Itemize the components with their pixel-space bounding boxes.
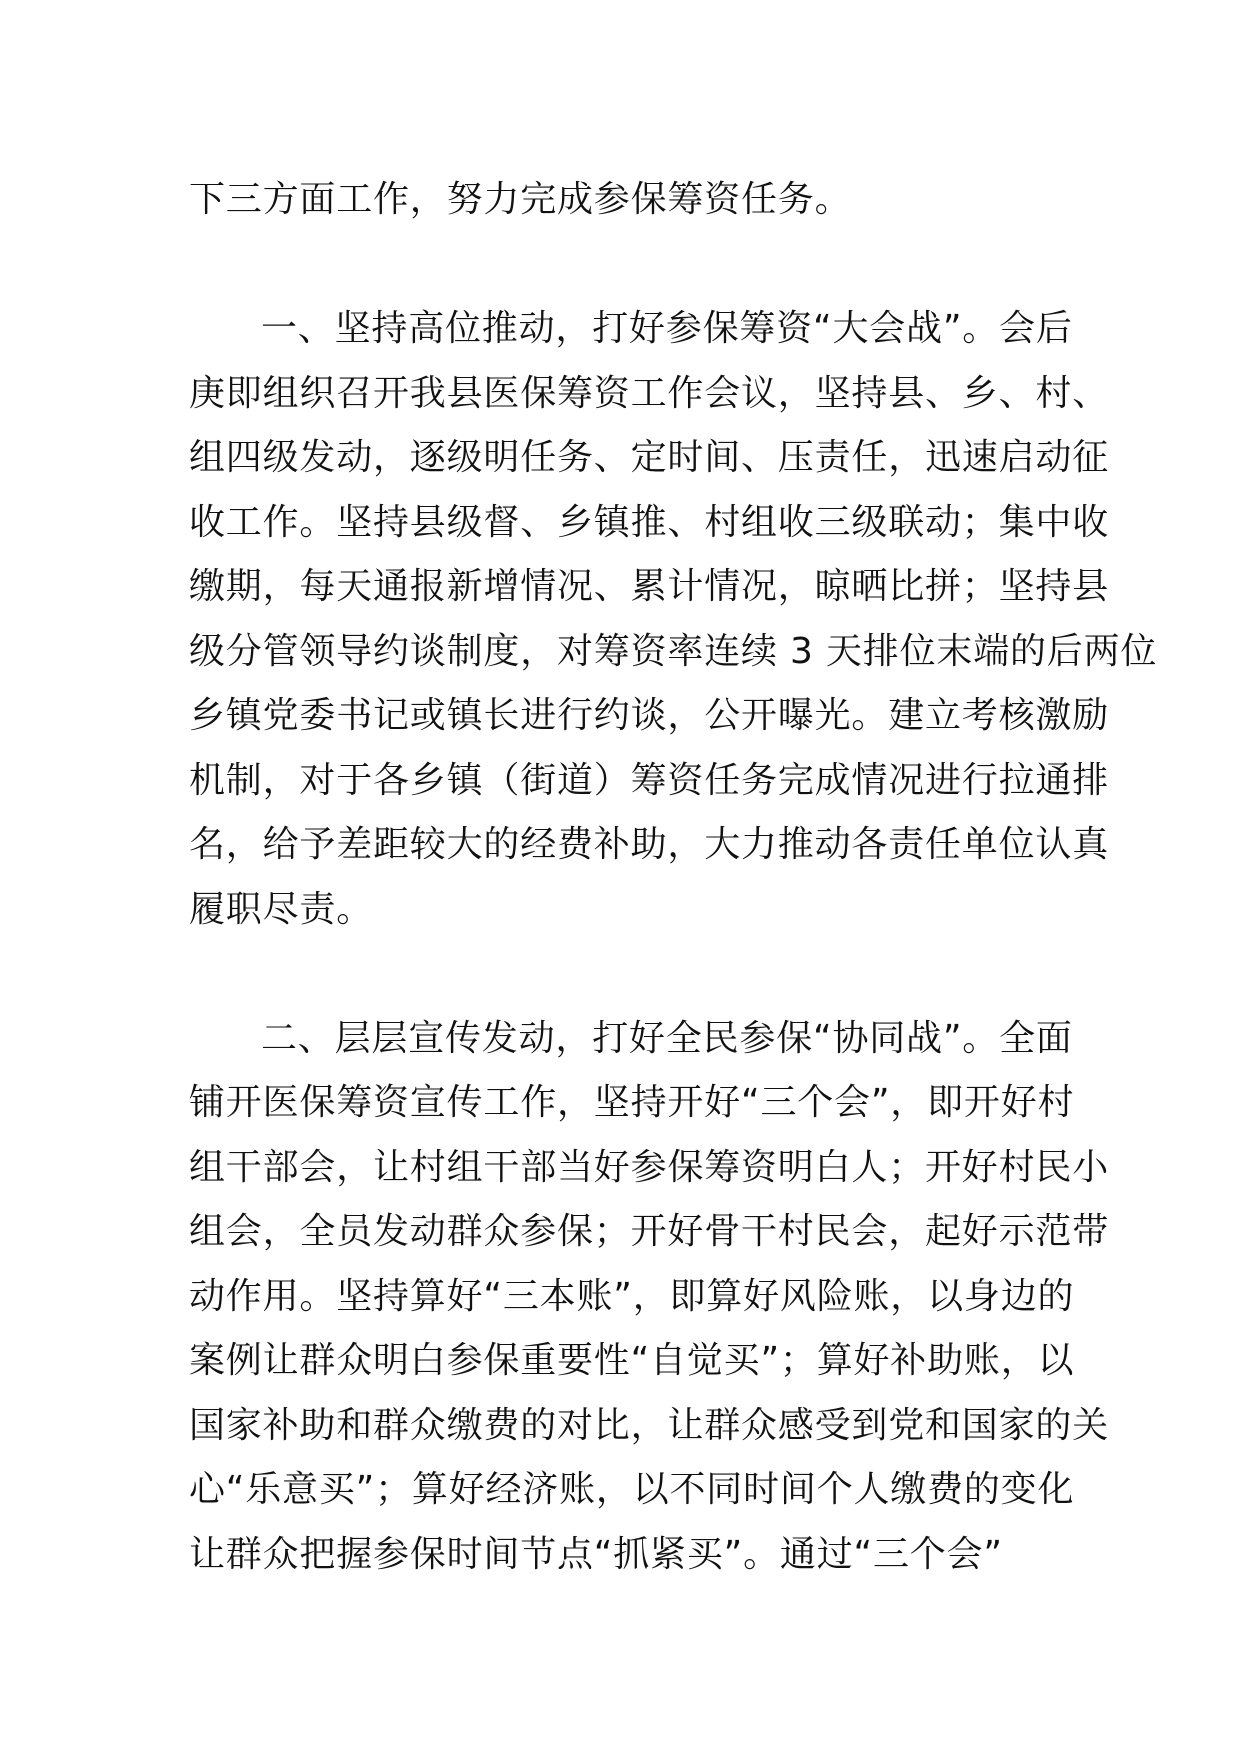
document-body	[189, 168, 1158, 1587]
text-line: 收工作。坚持县级督、乡镇推、村组收三级联动；集中收	[189, 501, 1110, 543]
text-line: 乡镇党委书记或镇长进行约谈，公开曝光。建立考核激励	[189, 695, 1110, 736]
paragraph-section-two	[189, 1007, 1110, 1588]
paragraph-gap	[189, 942, 1069, 1007]
text-line: 二、层层宣传发动，打好全民参保“协同战”。全面	[261, 1017, 1073, 1059]
text-line: 机制，对于各乡镇（街道）筹资任务完成情况进行拉通排	[189, 759, 1110, 801]
text-line: 一、坚持高位推动，打好参保筹资“大会战”。会后	[261, 308, 1073, 349]
text-line: 下三方面工作，努力完成参保筹资任务。	[189, 179, 852, 220]
text-line: 履职尽责。	[189, 888, 374, 930]
text-line: 动作用。坚持算好“三本账”，即算好风险账，以身边的	[189, 1275, 1075, 1317]
text-line: 级分管领导约谈制度，对筹资率连续 3 天排位末端的后两位	[189, 630, 1158, 672]
text-line: 缴期，每天通报新增情况、累计情况，晾晒比拼；坚持县	[189, 566, 1110, 607]
text-line: 铺开医保筹资宣传工作，坚持开好“三个会”，即开好村	[189, 1082, 1075, 1123]
paragraph-continuation	[189, 168, 1069, 233]
paragraph-gap	[189, 233, 1069, 298]
text-line: 国家补助和群众缴费的对比，让群众感受到党和国家的关	[189, 1404, 1110, 1446]
text-line: 心“乐意买”；算好经济账，以不同时间个人缴费的变化	[189, 1469, 1075, 1510]
text-line: 名，给予差距较大的经费补助，大力推动各责任单位认真	[189, 824, 1110, 865]
text-line: 组会，全员发动群众参保；开好骨干村民会，起好示范带	[189, 1211, 1110, 1252]
text-line: 让群众把握参保时间节点“抓紧买”。通过“三个会”	[189, 1533, 1003, 1575]
text-line: 庚即组织召开我县医保筹资工作会议，坚持县、乡、村、	[189, 372, 1110, 414]
paragraph-section-one	[189, 297, 1158, 942]
text-line: 案例让群众明白参保重要性“自觉买”；算好补助账，以	[189, 1340, 1075, 1381]
text-line: 组干部会，让村组干部当好参保筹资明白人；开好村民小	[189, 1146, 1110, 1188]
text-line: 组四级发动，逐级明任务、定时间、压责任，迅速启动征	[189, 437, 1110, 478]
